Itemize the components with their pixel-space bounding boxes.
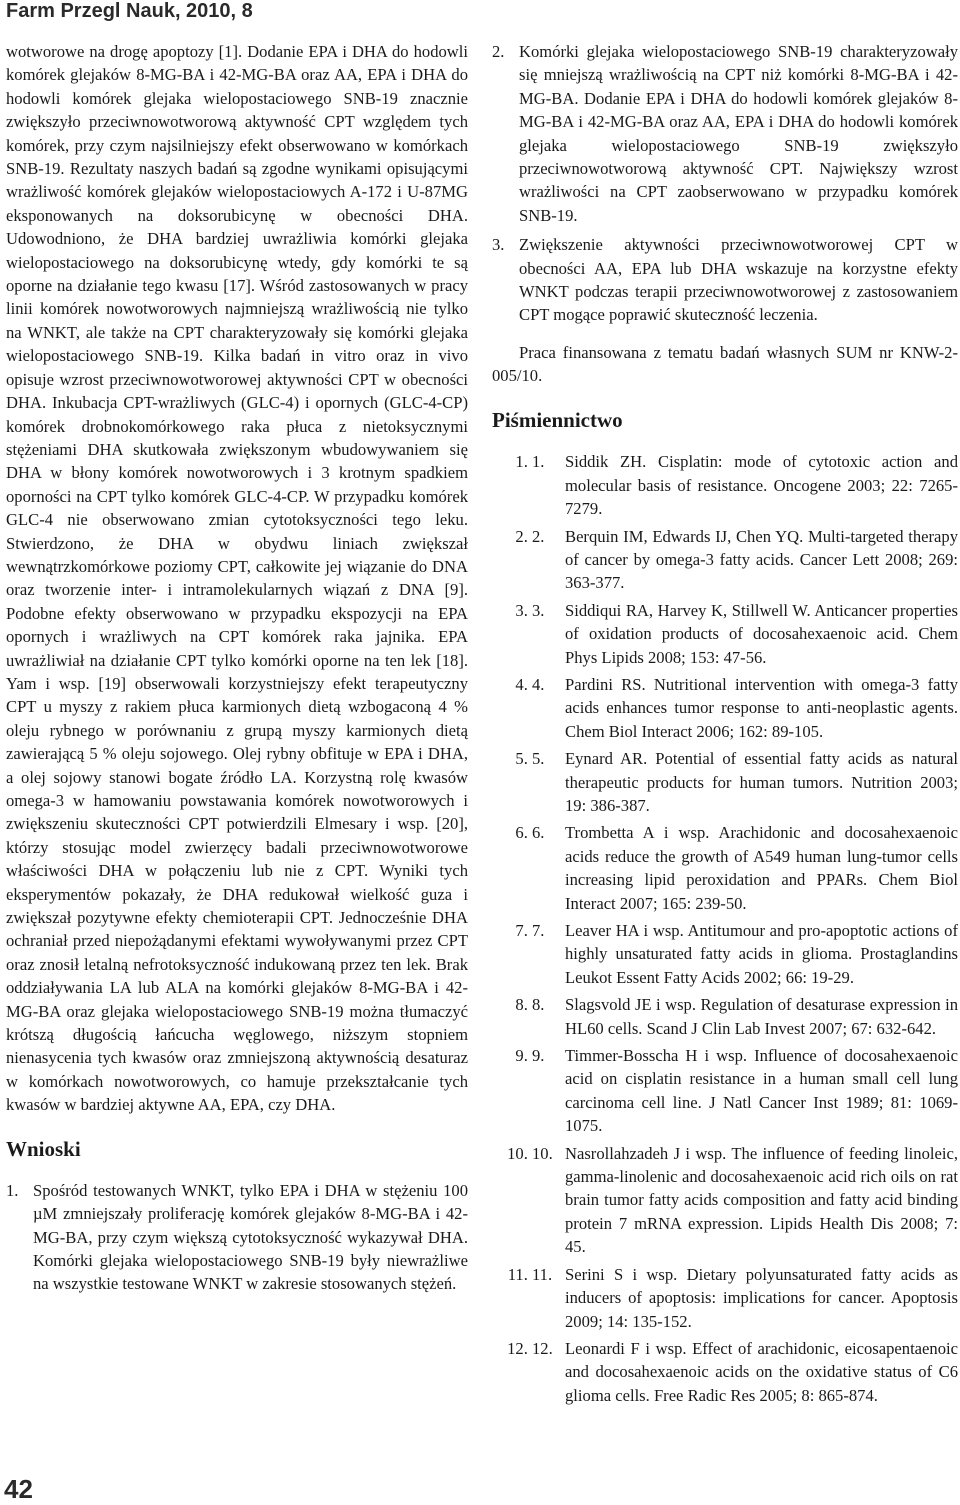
reference-number: 12. 12. [532,1338,553,1358]
reference-item [532,525,958,595]
reference-item [532,1337,958,1407]
page-number: 42 [4,1474,33,1504]
reference-text: Siddiqui RA, Harvey K, Stillwell W. Anticancer properties of oxidation products of docosahexaenoic acid. Chem Phys Lipids 2008; 153: 47-56. [565,600,958,667]
reference-number: 6. 6. [532,823,545,843]
conclusion-item [492,40,958,227]
reference-item [532,1044,958,1138]
reference-text: Eynard AR. Potential of essential fatty acids as natural therapeutic products for human tumors. Nutrition 2003; 19: 386-387. [565,749,958,815]
reference-text: Berquin IM, Edwards IJ, Chen YQ. Multi-targeted therapy of cancer by omega-3 fatty acids. Cancer Lett 2008; 269: 363-377. [565,526,958,593]
funding-note: Praca finansowana z tematu badań własnych SUM nr KNW-2-005/10. [492,342,958,386]
conclusion-item [6,1179,468,1296]
reference-item [532,919,958,989]
conclusion-text: Komórki glejaka wielopostaciowego SNB-19 charakteryzowały się mniejszą wrażliwością na CPT niż komórki 8-MG-BA i 42-MG-BA. Dodanie EPA i DHA do hodowli komórek glejaków 8-MG-BA i 42-MG-BA oraz AA, EPA i DHA do hodowli komórek glejaka wielopostaciowego SNB-19 zwiększyło przeciwnowotworową aktywność CPT. Największy wzrost wrażliwości na CPT zaobserwowano w przypadku komórek SNB-19. [519,42,958,225]
reference-item [532,821,958,915]
conclusions-list [6,1179,468,1296]
conclusions-heading: Wnioski [6,1136,81,1161]
reference-item [532,993,958,1040]
reference-item [532,1263,958,1333]
reference-text: Pardini RS. Nutritional intervention with omega-3 fatty acids enhances tumor response to anti-neoplastic agents. Chem Biol Interact 2006; 162: 89-105. [565,674,958,741]
conclusion-number: 2. [492,42,505,61]
reference-text: Leonardi F i wsp. Effect of arachidonic, eicosapentaenoic and docosahexaenoic acids on the oxidative status of C6 glioma cells. Free Radic Res 2005; 8: 865-874. [565,1338,958,1405]
references-heading: Piśmiennictwo [492,407,623,432]
reference-number: 9. 9. [532,1046,545,1066]
reference-text: Serini S i wsp. Dietary polyunsaturated fatty acids as inducers of apoptosis: implications for cancer. Apoptosis 2009; 14: 135-152. [565,1264,958,1331]
reference-item [532,450,958,520]
reference-number: 11. 11. [532,1264,553,1284]
reference-text: Siddik ZH. Cisplatin: mode of cytotoxic action and molecular basis of resistance. Oncogene 2003; 22: 7265-7279. [565,452,958,519]
references-list [492,450,958,1407]
journal-header: Farm Przegl Nauk, 2010, 8 [6,0,253,22]
reference-number: 7. 7. [532,921,545,940]
reference-item [532,1142,958,1259]
reference-number: 5. 5. [532,749,545,769]
conclusion-text: Spośród testowanych WNKT, tylko EPA i DHA w stężeniu 100 µM zmniejszały proliferację komórek glejaków 8-MG-BA i 42-MG-BA, przy czym większą cytotoksyczność wykazywał DHA. Komórki glejaka wielopostaciowego SNB-19 były niewrażliwe na wszystkie testowane WNKT w zakresie stosowanych stężeń. [33,1180,468,1294]
reference-number: 1. 1. [532,452,545,472]
conclusion-number: 3. [492,235,505,255]
conclusion-item [492,233,958,327]
reference-number: 2. 2. [532,526,545,546]
reference-item [532,747,958,817]
reference-text: Timmer-Bosscha H i wsp. Influence of docosahexaenoic acid on cisplatin resistance in a human small cell lung carcinoma cell line. J Natl Cancer Inst 1989; 81: 1069-1075. [565,1046,958,1136]
reference-text: Slagsvold JE i wsp. Regulation of desaturase expression in HL60 cells. Scand J Clin Lab Invest 2007; 67: 632-642. [565,995,958,1038]
reference-text: Nasrollahzadeh J i wsp. The influence of feeding linoleic, gamma-linolenic and docosahexaenoic acid rich oils on rat brain tumor fatty acids composition and fatty acid binding protein 7 mRNA expression. Lipids Health Dis 2008; 7: 45. [565,1143,958,1257]
conclusion-number: 1. [6,1180,19,1200]
body-paragraph: wotworowe na drogę apoptozy [1]. Dodanie EPA i DHA do hodowli komórek glejaków 8-MG-BA i 42-MG-BA oraz AA, EPA i DHA do hodowli komórek glejaka wielopostaciowego SNB-19 znacznie zwiększyło przeciwnowotworową aktywność CPT względem tych komórek, przy czym najsilniejszy efekt obserwowano w komórkach SNB-19. Rezultaty naszych badań są zgodne wynikami opisującymi wrażliwość komórek glejaków wielopostaciowych A-172 i U-87MG eksponowanych na doksorubicynę w obecności DHA. Udowodniono, że DHA bardziej uwrażliwia komórki glejaka wielopostaciowego na doksorubicynę wtedy, gdy komórki te są oporne na działanie tego kwasu [17]. Wśród zastosowanych w pracy linii komórek nowotworowych najmniejszą wrażliwością nie tylko na WNKT, ale także na CPT charakteryzowały się komórki glejaka wielopostaciowego SNB-19. Kilka badań in vitro oraz in vivo opisuje wzrost przeciwnowotworowej aktywności CPT w obecności DHA. Inkubacja CPT-wrażliwych (GLC-4) i opornych (GLC-4-CP) komórek drobnokomórkowego raka płuca z nietoksycznymi stężeniami DHA skutkowała zwiększonym wbudowywaniem się DHA w błony komórek nowotworowych i 3 krotnym spadkiem oporności na CPT tylko komórek GLC-4-CP. W przypadku komórek GLC-4 nie obserwowano zmian cytotoksyczności tego leku. Stwierdzono, że DHA w obydwu liniach zwiększał wewnątrzkomórkowe poziomy CPT, całkowite jej wiązanie do DNA oraz tworzenie inter- i intramolekularnych wiązań z DNA [9]. Podobne efekty obserwowano w przypadku ekspozycji na EPA opornych i wrażliwych na CPT komórek raka jajnika. EPA uwrażliwiał na działanie CPT tylko komórki oporne na ten lek [18]. Yam i wsp. [19] obserwowali korzystniejszy efekt terapeutyczny CPT u myszy z rakiem płuca karmionych dietą wzbogaconą 4 % oleju rybnego w porównaniu z grupą myszy karmionych dietą zawierającą 5 % oleju sojowego. Olej rybny obfituje w EPA i DHA, a olej sojowy stanowi bogate źródło LA. Korzystną rolę kwasów omega-3 w hamowaniu powstawania komórek nowotworowych i zwiększeniu skuteczności CPT potwierdzili Elmesary i wsp. [20], którzy stosując model zwierzęcy badali przeciwnowotworowe właściwości DHA w połączeniu lub nie z CPT. Wyniki tych eksperymentów pokazały, że DHA redukował wielkość guza i zwiększał pozytywne efekty chemioterapii CPT. Jednocześnie DHA ochraniał przed niepożądanymi efektami wywoływanymi przez CPT oraz znosił letalną nefrotoksyczność indukowaną przez ten lek. Brak oddziaływania LA lub ALA na komórki glejaków 8-MG-BA i 42-MG-BA oraz glejaka wielopostaciowego SNB-19 można tłumaczyć krótszą długością łańcucha węglowego, niższym stopniem nienasycenia tych kwasów oraz zmniejszoną aktywnością desaturaz w komórkach nowotworowych, co hamuje przekształcanie tych kwasów w bardziej aktywne AA, EPA, czy DHA. [6,42,468,1115]
reference-number: 10. 10. [532,1143,553,1163]
left-column [6,40,468,1302]
conclusion-text: Zwiększenie aktywności przeciwnowotworowej CPT w obecności AA, EPA lub DHA wskazuje na korzystne efekty WNKT podczas terapii przeciwnowotworowej z zastosowaniem CPT mogące poprawić skuteczność leczenia. [519,235,958,325]
reference-text: Leaver HA i wsp. Antitumour and pro-apoptotic actions of highly unsaturated fatty acids in glioma. Prostaglandins Leukot Essent Fatty Acids 2002; 66: 19-29. [565,921,958,987]
right-column [492,40,958,1424]
reference-item [532,673,958,743]
reference-number: 3. 3. [532,600,545,620]
reference-item [532,599,958,669]
conclusions-list-continued [492,40,958,327]
reference-number: 8. 8. [532,995,545,1015]
reference-number: 4. 4. [532,674,545,694]
reference-text: Trombetta A i wsp. Arachidonic and docosahexaenoic acids reduce the growth of A549 human lung-tumor cells increasing lipid peroxidation and PPARs. Chem Biol Interact 2007; 165: 239-50. [565,823,958,913]
